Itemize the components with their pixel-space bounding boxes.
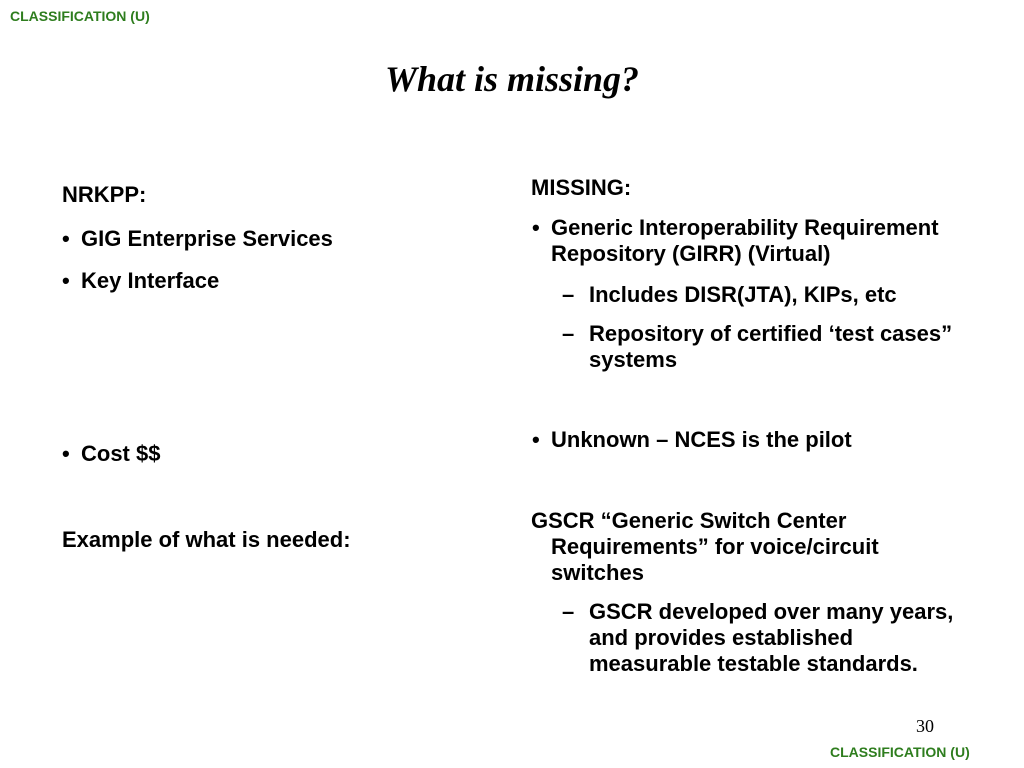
girr-bullet-line2: Repository (GIRR) (Virtual) <box>551 241 831 266</box>
bullet-glyph: • <box>532 215 540 240</box>
bullet-glyph: • <box>532 427 540 452</box>
left-bullet-key-interface: Key Interface <box>81 268 220 293</box>
example-label: Example of what is needed: <box>62 527 351 552</box>
left-bullet-cost: Cost $$ <box>81 441 161 466</box>
bullet-glyph: • <box>62 441 70 466</box>
bullet-glyph: • <box>62 268 70 293</box>
missing-heading: MISSING: <box>531 175 632 200</box>
classification-banner-bottom: CLASSIFICATION (U) <box>830 744 970 760</box>
sub-includes-disr: Includes DISR(JTA), KIPs, etc <box>589 282 897 307</box>
page-number: 30 <box>916 716 934 736</box>
slide-title: What is missing? <box>384 59 640 99</box>
bullet-glyph: • <box>62 226 70 251</box>
sub-repository-line2: systems <box>589 347 678 372</box>
dash-glyph: – <box>562 321 575 346</box>
gscr-line3: switches <box>551 560 644 585</box>
gscr-sub-line2: and provides established <box>589 625 854 650</box>
unknown-nces-bullet: Unknown – NCES is the pilot <box>551 427 852 452</box>
classification-banner-top: CLASSIFICATION (U) <box>10 8 150 24</box>
gscr-line2: Requirements” for voice/circuit <box>551 534 879 559</box>
girr-bullet-line1: Generic Interoperability Requirement <box>551 215 939 240</box>
dash-glyph: – <box>562 599 575 624</box>
sub-repository-line1: Repository of certified ‘test cases” <box>589 321 953 346</box>
left-bullet-gig: GIG Enterprise Services <box>81 226 333 251</box>
gscr-line1: GSCR “Generic Switch Center <box>531 508 847 533</box>
gscr-sub-line3: measurable testable standards. <box>589 651 918 676</box>
dash-glyph: – <box>562 282 575 307</box>
nrkpp-heading: NRKPP: <box>62 182 147 207</box>
gscr-sub-line1: GSCR developed over many years, <box>589 599 954 624</box>
